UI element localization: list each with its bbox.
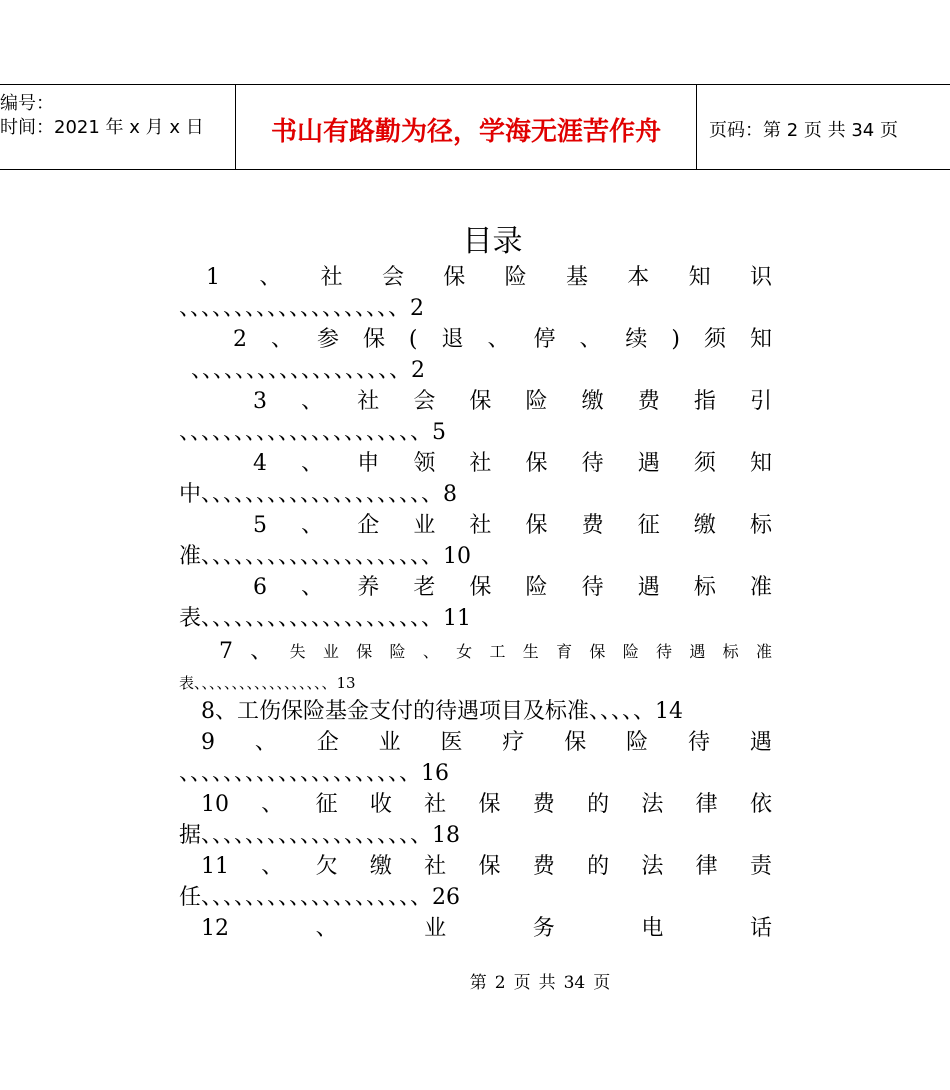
toc-entry-1-token: 会 xyxy=(381,265,404,290)
toc-entry-7-leader: 表、、、、、、、、、、、、、、、、、、13 xyxy=(179,674,356,692)
toc-entry-10-token: 的 xyxy=(587,792,610,817)
toc-entry-11-leader: 任、、、、、、、、、、、、、、、、、、、、26 xyxy=(179,885,460,910)
table-of-contents xyxy=(179,262,772,944)
toc-entry-11-heading xyxy=(179,851,772,882)
toc-entry-9-token: 待 xyxy=(687,730,710,755)
toc-entry-5-token: 社 xyxy=(469,513,492,538)
toc-entry-6-token: 老 xyxy=(413,575,436,600)
toc-entry-9-token: 9 xyxy=(201,730,215,755)
toc-entry-2-token: 续 xyxy=(625,327,648,352)
toc-entry-7-token: 险 xyxy=(389,642,406,661)
toc-entry-7-token: 育 xyxy=(556,642,573,661)
toc-entry-11-token: 欠 xyxy=(315,854,338,879)
toc-entry-3-leader: 、、、、、、、、、、、、、、、、、、、、、、5 xyxy=(179,420,446,445)
toc-entry-3-token: 缴 xyxy=(581,389,604,414)
toc-entry-7-token: 失 xyxy=(289,642,306,661)
toc-entry-7-token: 准 xyxy=(755,642,772,661)
toc-entry-3-token: 指 xyxy=(693,389,716,414)
toc-entry-2-token: 退 xyxy=(441,327,464,352)
toc-entry-7-token: 保 xyxy=(356,642,373,661)
toc-entry-1-token: 知 xyxy=(688,265,711,290)
toc-entry-7-token: 、 xyxy=(422,642,439,661)
toc-entry-7-token: 待 xyxy=(656,642,673,661)
toc-entry-12-heading xyxy=(179,913,772,944)
toc-entry-9-heading xyxy=(179,727,772,758)
toc-entry-5-leader: 准、、、、、、、、、、、、、、、、、、、、、10 xyxy=(179,544,471,569)
toc-entry-1-token: 1 xyxy=(206,265,220,290)
toc-entry-10-token: 收 xyxy=(369,792,392,817)
toc-entry-2-token: 保 xyxy=(362,327,385,352)
toc-entry-3-token: 会 xyxy=(413,389,436,414)
toc-entry-12-token: 电 xyxy=(641,916,664,941)
toc-entry-7-token: 工 xyxy=(489,642,506,661)
toc-entry-7-token: 险 xyxy=(622,642,639,661)
toc-entry-2-heading xyxy=(179,324,772,355)
toc-entry-3-token: 社 xyxy=(357,389,380,414)
toc-entry-3-token: 引 xyxy=(749,389,772,414)
toc-entry-6-heading xyxy=(179,572,772,603)
toc-entry-6-token: 6 xyxy=(253,575,267,600)
toc-entry-6-token: 标 xyxy=(693,575,716,600)
toc-entry-10-leader: 据、、、、、、、、、、、、、、、、、、、、18 xyxy=(179,823,460,848)
toc-entry-2-token: ) xyxy=(671,327,680,352)
toc-entry-11-token: 保 xyxy=(478,854,501,879)
toc-entry-3-heading xyxy=(179,386,772,417)
toc-entry-1-token: 本 xyxy=(627,265,650,290)
toc-entry-7-token: 标 xyxy=(722,642,739,661)
toc-entry-1-token: 基 xyxy=(565,265,588,290)
footer-total-pages: 34 xyxy=(563,973,586,993)
toc-entry-1-token: 社 xyxy=(320,265,343,290)
toc-entry-10-token: 、 xyxy=(261,792,284,817)
toc-entry-4-token: 4 xyxy=(253,451,267,476)
toc-entry-6-token: 养 xyxy=(357,575,380,600)
toc-entry-5-token: 企 xyxy=(357,513,380,538)
toc-entry-4-token: 待 xyxy=(581,451,604,476)
toc-entry-11-token: 、 xyxy=(261,854,284,879)
toc-entry-10-token: 律 xyxy=(695,792,718,817)
toc-entry-9-token: 遇 xyxy=(749,730,772,755)
toc-entry-9-token: 险 xyxy=(626,730,649,755)
toc-entry-11-token: 费 xyxy=(532,854,555,879)
footer-ye: 页 xyxy=(513,973,531,993)
header-table xyxy=(0,84,950,170)
toc-entry-9-leader: 、、、、、、、、、、、、、、、、、、、、、16 xyxy=(179,761,449,786)
header-motto-cell xyxy=(236,85,697,169)
toc-entry-4-token: 须 xyxy=(693,451,716,476)
footer-page-number: 2 xyxy=(494,973,506,993)
toc-entry-1-token: 险 xyxy=(504,265,527,290)
toc-entry-5-token: 费 xyxy=(581,513,604,538)
toc-entry-1-leader: 、、、、、、、、、、、、、、、、、、、、2 xyxy=(179,296,424,321)
toc-entry-10-heading xyxy=(179,789,772,820)
toc-entry-3-token: 保 xyxy=(469,389,492,414)
toc-entry-9-token: 企 xyxy=(316,730,339,755)
toc-entry-6-token: 遇 xyxy=(637,575,660,600)
toc-entry-8-heading xyxy=(179,696,772,727)
toc-entry-3-token: 费 xyxy=(637,389,660,414)
toc-entry-6-token: 险 xyxy=(525,575,548,600)
toc-entry-9-token: 医 xyxy=(440,730,463,755)
toc-entry-3-token: 3 xyxy=(253,389,267,414)
footer-gong: 共 xyxy=(538,973,556,993)
header-meta-cell xyxy=(0,85,236,169)
footer-di: 第 xyxy=(469,973,487,993)
toc-entry-1-token: 识 xyxy=(749,265,772,290)
toc-entry-6-token: 、 xyxy=(301,575,324,600)
toc-entry-1-token: 保 xyxy=(443,265,466,290)
toc-entry-7-token: 女 xyxy=(456,642,473,661)
toc-entry-4-token: 遇 xyxy=(637,451,660,476)
toc-entry-4-leader: 中、、、、、、、、、、、、、、、、、、、、、8 xyxy=(179,482,457,507)
toc-entry-2-leader: 、、、、、、、、、、、、、、、、、、、2 xyxy=(191,358,425,383)
toc-entry-7-token: 7 xyxy=(219,639,233,664)
toc-entry-4-token: 保 xyxy=(525,451,548,476)
toc-entry-2-token: ( xyxy=(408,327,418,352)
toc-entry-1-token: 、 xyxy=(259,265,282,290)
toc-entry-5-heading xyxy=(179,510,772,541)
toc-entry-7-token: 、 xyxy=(250,639,273,664)
toc-entry-12-token: 话 xyxy=(749,916,772,941)
toc-entry-9-token: 业 xyxy=(378,730,401,755)
toc-entry-10-token: 费 xyxy=(532,792,555,817)
toc-entry-2-token: 停 xyxy=(533,327,556,352)
toc-entry-8-token: 8、工伤保险基金支付的待遇项目及标准、、、、、14 xyxy=(201,699,683,724)
toc-entry-10-token: 征 xyxy=(315,792,338,817)
document-number-label: 编号： xyxy=(0,93,54,114)
toc-entry-2-token: 、 xyxy=(579,327,602,352)
toc-entry-1-heading xyxy=(179,262,772,293)
toc-entry-9-token: 、 xyxy=(254,730,277,755)
toc-entry-10-token: 法 xyxy=(641,792,664,817)
toc-entry-12-token: 、 xyxy=(315,916,338,941)
toc-entry-11-token: 11 xyxy=(201,854,229,879)
toc-entry-11-token: 法 xyxy=(641,854,664,879)
toc-entry-12-token: 务 xyxy=(532,916,555,941)
toc-entry-11-token: 的 xyxy=(587,854,610,879)
toc-entry-3-token: 险 xyxy=(525,389,548,414)
toc-entry-6-token: 准 xyxy=(749,575,772,600)
toc-entry-5-token: 征 xyxy=(637,513,660,538)
toc-entry-4-heading xyxy=(179,448,772,479)
footer-ye2: 页 xyxy=(593,973,611,993)
toc-entry-5-token: 标 xyxy=(749,513,772,538)
toc-entry-7-heading xyxy=(179,634,772,670)
motto-text: 书山有路勤为径，学海无涯苦作舟 xyxy=(270,117,661,147)
toc-entry-2-token: 须 xyxy=(703,327,726,352)
toc-entry-10-token: 依 xyxy=(749,792,772,817)
toc-entry-5-token: 缴 xyxy=(693,513,716,538)
header-page-cell xyxy=(697,85,950,169)
toc-entry-2-token: 参 xyxy=(316,327,339,352)
toc-title: 目录 xyxy=(462,224,523,259)
toc-entry-5-token: 、 xyxy=(301,513,324,538)
toc-entry-6-leader: 表、、、、、、、、、、、、、、、、、、、、、11 xyxy=(179,606,471,631)
toc-entry-3-token: 、 xyxy=(301,389,324,414)
toc-entry-9-token: 保 xyxy=(564,730,587,755)
toc-entry-7-token: 业 xyxy=(322,642,339,661)
toc-entry-11-token: 缴 xyxy=(369,854,392,879)
toc-entry-11-token: 律 xyxy=(695,854,718,879)
toc-entry-4-token: 社 xyxy=(469,451,492,476)
page-info-text: 页码：第 2 页 共 34 页 xyxy=(709,120,898,141)
toc-entry-12-token: 业 xyxy=(424,916,447,941)
toc-entry-11-token: 责 xyxy=(749,854,772,879)
document-date-label: 时间：2021 年 x 月 x 日 xyxy=(0,117,204,138)
toc-entry-6-token: 保 xyxy=(469,575,492,600)
toc-entry-4-token: 知 xyxy=(749,451,772,476)
toc-entry-4-token: 、 xyxy=(301,451,324,476)
toc-entry-2-token: 知 xyxy=(749,327,772,352)
toc-entry-10-token: 保 xyxy=(478,792,501,817)
toc-entry-10-token: 10 xyxy=(201,792,229,817)
toc-entry-5-token: 业 xyxy=(413,513,436,538)
toc-entry-7-token: 保 xyxy=(589,642,606,661)
toc-entry-12-token: 12 xyxy=(201,916,229,941)
toc-entry-5-token: 保 xyxy=(525,513,548,538)
toc-entry-2-token: 2 xyxy=(233,327,247,352)
toc-entry-7-token: 遇 xyxy=(689,642,706,661)
toc-entry-2-token: 、 xyxy=(487,327,510,352)
page-footer xyxy=(0,968,950,993)
toc-entry-4-token: 领 xyxy=(413,451,436,476)
toc-entry-6-token: 待 xyxy=(581,575,604,600)
toc-entry-10-token: 社 xyxy=(424,792,447,817)
toc-entry-11-token: 社 xyxy=(424,854,447,879)
toc-entry-2-token: 、 xyxy=(270,327,293,352)
toc-entry-5-token: 5 xyxy=(253,513,267,538)
toc-entry-9-token: 疗 xyxy=(502,730,525,755)
toc-entry-4-token: 申 xyxy=(357,451,380,476)
toc-entry-7-token: 生 xyxy=(522,642,539,661)
